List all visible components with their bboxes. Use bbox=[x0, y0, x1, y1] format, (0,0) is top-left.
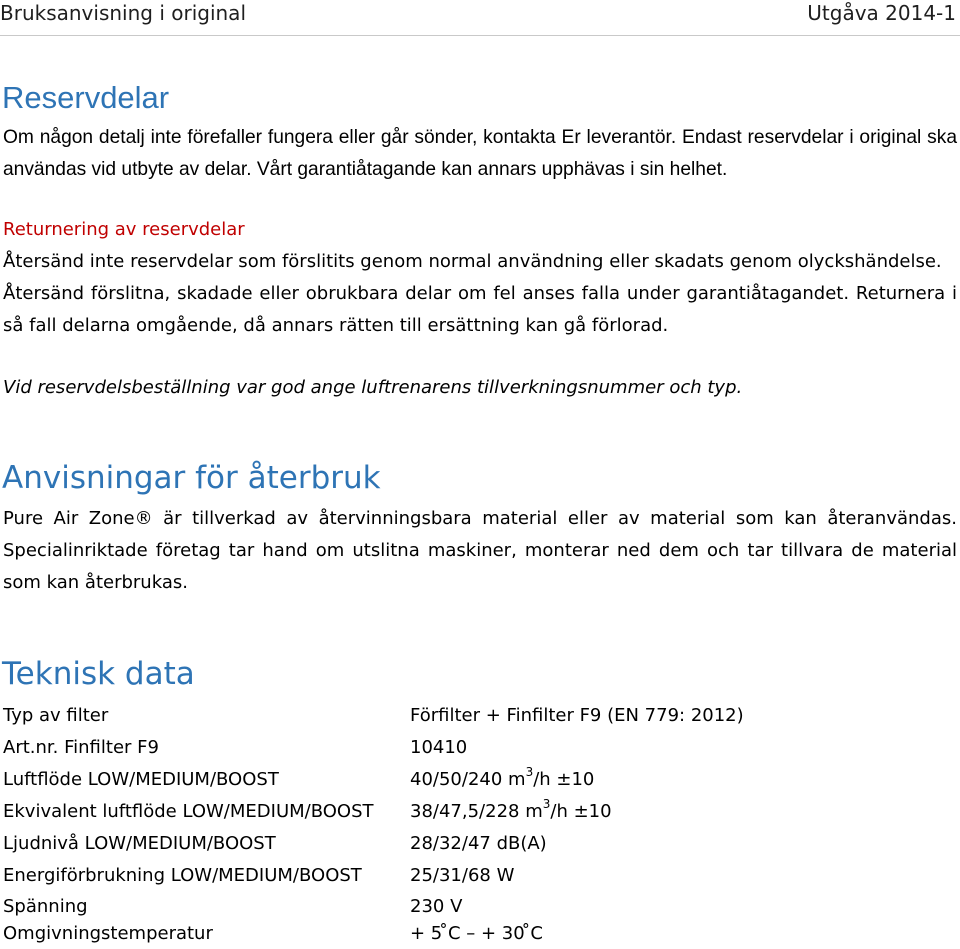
section-heading-reservdelar: Reservdelar bbox=[2, 80, 170, 115]
returnering-para2: Återsänd förslitna, skadade eller obrukbara delar om fel anses falla under garantiåtagandet. Returnera i så fall delarna omgående, då annars rätten till ersättning kan gå förlorad. bbox=[3, 283, 957, 336]
aterbruk-text: Pure Air Zone® är tillverkad av återvinningsbara material eller av material som kan återanvändas. Specialinriktade företag tar hand om utslitna maskiner, monterar ned dem och tar tillvara de material som kan återbrukas. bbox=[3, 508, 957, 593]
spec-row bbox=[3, 764, 957, 796]
reservdelar-intro: Om någon detalj inte förefaller fungera eller går sönder, kontakta Er leverantör. Endast reservdelar i original ska användas vid utbyte av delar. Vårt garantiåtagande kan annars upphävas i sin helhet. bbox=[3, 127, 957, 180]
spec-value: 10410 bbox=[410, 737, 468, 758]
spec-label: Luftflöde LOW/MEDIUM/BOOST bbox=[3, 769, 279, 790]
document-header-edition: Utgåva 2014-1 bbox=[807, 1, 956, 25]
spec-row bbox=[3, 732, 957, 764]
spec-row bbox=[3, 700, 957, 732]
reservdel-order-note: Vid reservdelsbeställning var god ange luftrenarens tillverkningsnummer och typ. bbox=[3, 377, 743, 398]
spec-label: Ekvivalent luftflöde LOW/MEDIUM/BOOST bbox=[3, 801, 374, 822]
spec-label: Art.nr. Finfilter F9 bbox=[3, 737, 159, 758]
spec-row bbox=[3, 919, 957, 947]
superscript: 3 bbox=[542, 797, 551, 811]
spec-label: Ljudnivå LOW/MEDIUM/BOOST bbox=[3, 833, 276, 854]
spec-value: 25/31/68 W bbox=[410, 865, 515, 886]
spec-row bbox=[3, 796, 957, 828]
spec-value: + 5 ̊C – + 30 ̊C bbox=[410, 923, 543, 944]
returnering-line1: Återsänd inte reservdelar som förslitits genom normal användning eller skadats genom olyckshändelse. bbox=[3, 251, 942, 272]
spec-value: 38/47,5/228 $m^3/h \pm 10$ bbox=[410, 797, 612, 822]
spec-row bbox=[3, 860, 957, 892]
spec-value: 28/32/47 dB(A) bbox=[410, 833, 547, 854]
spec-label: Typ av filter bbox=[3, 705, 109, 726]
spec-row bbox=[3, 828, 957, 860]
spec-value: 230 V bbox=[410, 896, 463, 917]
subheading-returnering: Returnering av reservdelar bbox=[3, 219, 245, 240]
spec-label: Spänning bbox=[3, 896, 88, 917]
spec-label: Omgivningstemperatur bbox=[3, 923, 213, 944]
document-header-title: Bruksanvisning i original bbox=[0, 1, 246, 25]
spec-label: Energiförbrukning LOW/MEDIUM/BOOST bbox=[3, 865, 362, 886]
spec-value: 40/50/240 $m^3/h \pm 10$ bbox=[410, 765, 595, 790]
section-heading-teknisk-data: Teknisk data bbox=[2, 656, 195, 692]
section-heading-aterbruk: Anvisningar för återbruk bbox=[2, 460, 381, 496]
superscript: 3 bbox=[525, 765, 534, 779]
spec-value: Förfilter + Finfilter F9 (EN 779: 2012) bbox=[410, 705, 744, 726]
header-divider bbox=[0, 35, 960, 36]
